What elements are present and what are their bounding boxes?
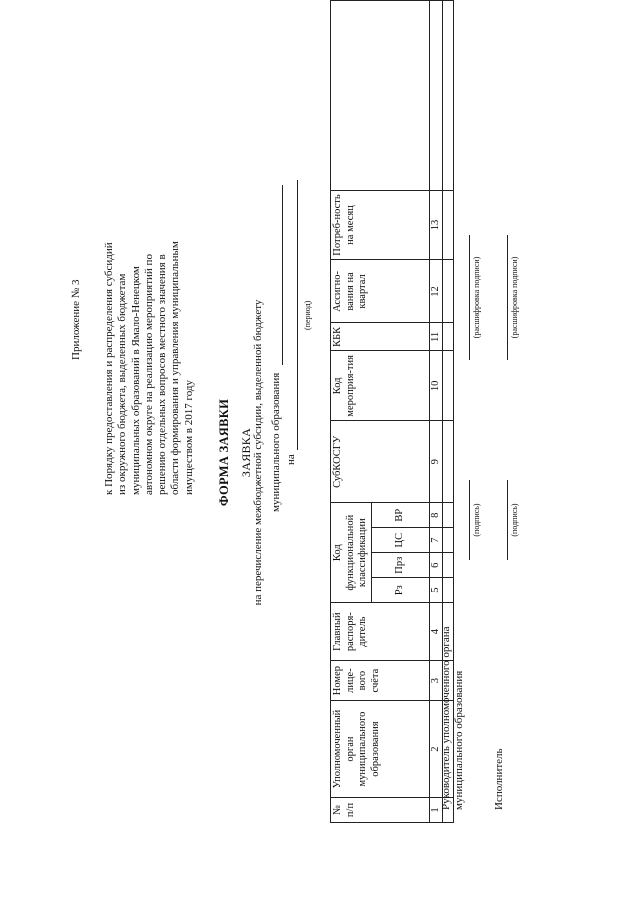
header-cell-subkosgu: СубКОСГУ [331,421,430,503]
header-cell-account: Номер лице-вого счёта [331,661,430,701]
column-number-cell: 9 [429,421,443,503]
header-cell-vr: ВР [371,503,429,528]
column-number-cell: 8 [429,503,443,528]
table-header-row [331,1,372,823]
executor-signature-caption: (подпись) [510,503,519,537]
blank-cell [429,1,443,191]
head-label-line: Руководитель уполномоченного органа [440,626,452,810]
header-cell-kbk: КБК [331,323,430,351]
request-subtitle: на перечисление межбюджетной субсидии, выделенной бюджету [252,299,264,606]
column-number-cell: 4 [429,603,443,661]
header-cell-manager: Главный распоря-дитель [331,603,430,661]
appendix-text-line: к Порядку предоставления и распределения субсидий [103,242,115,495]
column-number-cell: 13 [429,190,443,260]
appendix-text-line: из окружного бюджета, выделенных бюджетам [116,273,129,495]
appendix-number: Приложение № 3 [70,279,82,360]
head-signature-label [440,626,466,810]
header-cell-quarter-allocation: Ассигно-вания на квартал [331,260,430,323]
head-signature-caption: (подпись) [472,503,481,537]
empty-cell [443,421,454,503]
appendix-reference-text [103,95,196,495]
form-title: ФОРМА ЗАЯВКИ [217,398,231,507]
executor-decoding-line [507,235,508,360]
head-decoding-line [469,235,470,360]
appendix-text-line: решению отдельных вопросов местного значения в [156,254,169,495]
executor-signature-line [507,480,508,560]
header-cell-cs: ЦС [371,528,429,553]
head-label-line: муниципального образования [453,670,465,810]
column-number-cell: 10 [429,351,443,421]
header-cell-number: № п/п [331,798,430,823]
request-table [330,0,454,823]
appendix-text-line: имуществом в 2017 году [182,380,195,495]
empty-cell [443,553,454,578]
header-cell-monthly-need: Потреб-ность на месяц [331,190,430,260]
request-title: ЗАЯВКА [239,427,253,478]
period-prefix: на [285,454,297,465]
empty-cell [443,503,454,528]
municipality-fill-line [282,185,283,365]
header-cell-blank [331,1,430,191]
appendix-text-line: муниципальных образований в Ямало-Ненецком [129,266,142,495]
empty-cell [443,351,454,421]
header-cell-authority: Уполномоченный орган муниципального образования [331,701,430,798]
executor-label: Исполнитель [493,748,505,810]
appendix-text-line: автономном округе на реализацию мероприятий по [142,254,155,495]
column-number-cell: 7 [429,528,443,553]
period-caption: (период) [303,300,312,330]
executor-decoding-caption: (расшифровка подписи) [510,256,519,339]
column-number-cell: 5 [429,578,443,603]
column-number-cell: 12 [429,260,443,323]
empty-cell [443,323,454,351]
header-cell-rz: Рз [371,578,429,603]
header-cell-event-code: Код мероприя-тия [331,351,430,421]
empty-cell [443,260,454,323]
appendix-text-line: области формирования и управления муниципальным [169,241,182,495]
empty-cell [443,190,454,260]
head-decoding-caption: (расшифровка подписи) [472,256,481,339]
period-fill-line [297,180,298,450]
header-cell-functional-classification: Код функциональной классификации [331,503,372,603]
head-signature-line [469,480,470,560]
empty-cell [443,578,454,603]
empty-cell [443,528,454,553]
column-number-cell: 6 [429,553,443,578]
municipality-label: муниципального образования [270,372,282,512]
column-number-cell: 1 [429,798,443,823]
column-number-cell: 3 [429,661,443,701]
column-number-cell: 2 [429,701,443,798]
header-cell-prz: Прз [371,553,429,578]
empty-cell [443,1,454,191]
column-number-cell: 11 [429,323,443,351]
